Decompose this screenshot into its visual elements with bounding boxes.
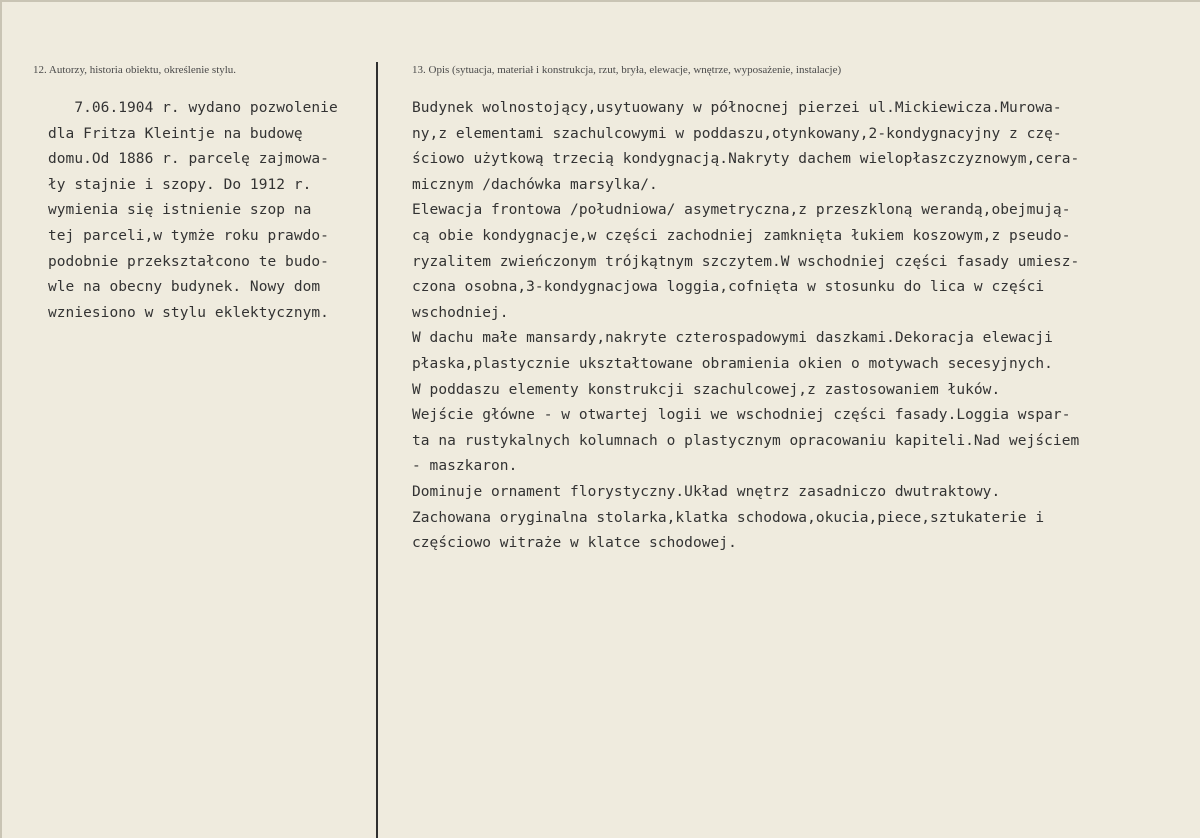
text-line: Wejście główne - w otwartej logii we wschodniej części fasady.Loggia wspar- [412,407,1071,424]
text-line: 7.06.1904 r. wydano pozwolenie [48,100,338,116]
text-line: tej parceli,w tymże roku prawdo- [48,227,329,244]
text-line: Zachowana oryginalna stolarka,klatka schodowa,okucia,piece,sztukaterie i [412,509,1045,526]
text-line: Budynek wolnostojący,usytuowany w północnej pierzei ul.Mickiewicza.Murowa- [412,100,1062,116]
text-line: wymienia się istnienie szop na [48,202,312,219]
text-line: W poddaszu elementy konstrukcji szachulcowej,z zastosowaniem łuków. [412,381,1001,398]
text-line: ły stajnie i szopy. Do 1912 r. [48,176,312,193]
text-line: płaska,plastycznie ukształtowane obramienia okien o motywach secesyjnych. [412,355,1053,372]
text-line: podobnie przekształcono te budo- [48,253,329,270]
text-line: ściowo użytkową trzecią kondygnacją.Nakryty dachem wielopłaszczyznowym,cera- [412,151,1080,168]
section-13-heading: 13. Opis (sytuacja, materiał i konstrukcja, rzut, bryła, elewacje, wnętrze, wyposażenie, instalacje) [412,64,842,76]
top-edge [0,0,1200,2]
section-12-heading: 12. Autorzy, historia obiektu, określenie stylu. [33,64,237,76]
text-line: wzniesiono w stylu eklektycznym. [48,304,329,321]
text-line: - maszkaron. [412,458,518,475]
text-line: domu.Od 1886 r. parcelę zajmowa- [48,151,329,168]
text-line: micznym /dachówka marsylka/. [412,176,658,193]
text-line: ryzalitem zwieńczonym trójkątnym szczytem.W wschodniej części fasady umiesz- [412,253,1080,270]
text-line: czona osobna,3-kondygnacjowa loggia,cofnięta w stosunku do lica w części [412,279,1045,296]
text-line: ta na rustykalnych kolumnach o plastycznym opracowaniu kapiteli.Nad wejściem [412,432,1080,449]
section-13-text [412,96,1192,557]
left-edge [0,0,2,838]
text-line: wle na obecny budynek. Nowy dom [48,279,321,296]
text-line: wschodniej. [412,304,509,321]
text-line: Dominuje ornament florystyczny.Układ wnętrz zasadniczo dwutraktowy. [412,483,1001,500]
text-line: W dachu małe mansardy,nakryte czterospadowymi daszkami.Dekoracja elewacji [412,330,1053,347]
text-line: dla Fritza Kleintje na budowę [48,125,303,142]
text-line: cą obie kondygnacje,w części zachodniej zamknięta łukiem koszowym,z pseudo- [412,227,1071,244]
text-line: ny,z elementami szachulcowymi w poddaszu,otynkowany,2-kondygnacyjny z czę- [412,125,1062,142]
section-12-text [48,96,378,326]
text-line: częściowo witraże w klatce schodowej. [412,535,737,552]
text-line: Elewacja frontowa /południowa/ asymetryczna,z przeszkloną werandą,obejmują- [412,202,1071,219]
